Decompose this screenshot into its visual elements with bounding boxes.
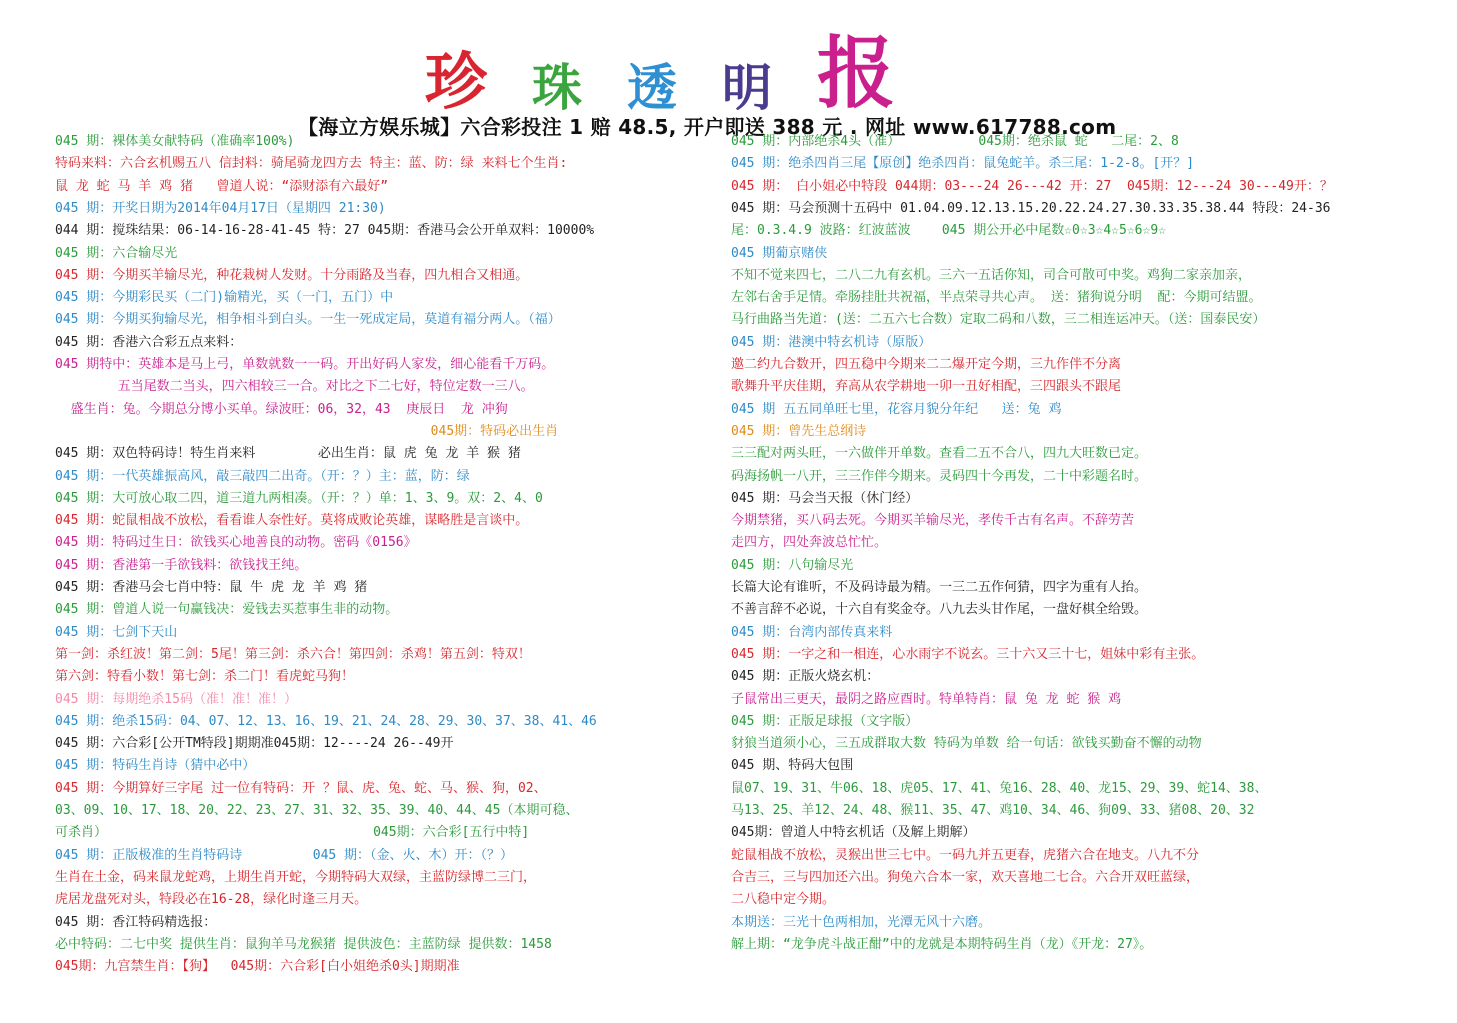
text-line: 045 期：台湾内部传真来料 [731, 624, 893, 640]
title-char: 报 [816, 28, 895, 119]
text-line: 045 期：七剑下天山 [55, 624, 178, 640]
text-line: 03、09、10、17、18、20、22、23、27、31、32、35、39、40、44、45（本期可稳、 [55, 803, 579, 818]
text-line: 鼠 龙 蛇 马 羊 鸡 猪 曾道人说：“添财添有六最好” [55, 178, 389, 194]
text-line: 特码来料：六合玄机赐五八 信封料：骑尾骑龙四方去 特主：蓝、防：绿 来料七个生肖: [55, 156, 568, 172]
text-line: 蛇鼠相战不放松，灵猴出世三七中。一码九并五更春，虎猪六合在地支。八九不分 [731, 847, 1200, 863]
text-line: 045 期：一字之和一相连，心水雨字不说玄。三十六又三十七，姐妹中彩有主张。 [731, 646, 1205, 662]
text-line: 045 期： 白小姐必中特段 044期：03---24 26---42 开：27 045期：12---24 30---49开：？ [731, 178, 1333, 194]
text-line: 045 期：正版火烧玄机： [731, 669, 880, 685]
title-char: 珍 [425, 45, 488, 118]
text-line: 044 期：搅珠结果：06-14-16-28-41-45 特：27 045期：香港马会公开单双料：10000% [55, 223, 595, 239]
text-line: 045 期：今期彩民买（二门)输精光，买（一门，五门）中 [55, 290, 394, 306]
text-line: 马13、25、羊12、24、48、猴11、35、47、鸡10、34、46、狗09、33、猪08、20、32 [731, 803, 1255, 818]
title-char: 明 [721, 58, 772, 117]
text-line: 045 期：八句输尽光 [731, 557, 854, 573]
text-line: 045 期：正版极准的生肖特码诗 045 期：（金、火、木）开：（？） [55, 847, 514, 863]
text-line: 生肖在土金，码来鼠龙蛇鸡，上期生肖开蛇，今期特码大双绿，主蓝防绿博二三门， [55, 869, 537, 885]
text-line: 045期：九宫禁生肖：【狗】 045期：六合彩[白小姐绝杀0头]期期准 [55, 959, 460, 975]
text-line: 不知不觉来四七，二八二九有玄机。三六一五话你知，司合可散可中奖。鸡狗二家亲加亲， [731, 267, 1252, 283]
title-char: 珠 [532, 58, 582, 117]
text-line: 045 期：六合输尽光 [55, 245, 178, 261]
text-line: 045 期特中：英雄本是马上弓，单数就数一一码。开出好码人家发，细心能看千万码。 [55, 357, 555, 372]
text-line: 045期：特码必出生肖 [55, 423, 559, 439]
text-line: 045 期、特码大包围 [731, 758, 854, 774]
text-line: 尾：0.3.4.9 波路：红波蓝波 045 期公开必中尾数☆0☆3☆4☆5☆6☆9☆ [731, 223, 1166, 239]
text-line: 045 期：双色特码诗！特生肖来料 必出生肖：鼠 虎 兔 龙 羊 猴 猪 [55, 446, 521, 462]
text-line: 045 期：大可放心取二四，道三道九两相凑。（开：？）单：1、3、9。双：2、4、0 [55, 490, 543, 506]
text-line: 子鼠常出三更天，最阴之路应酉时。特单特肖：鼠 兔 龙 蛇 猴 鸡 [731, 691, 1122, 707]
text-line: 045 期：香港六合彩五点来料： [55, 334, 243, 350]
text-line: 045 期：香江特码精选报： [55, 914, 217, 930]
text-line: 鼠07、19、31、牛06、18、虎05、17、41、兔16、28、40、龙15、29、39、蛇14、38、 [731, 780, 1268, 796]
text-line: 045期：曾道人中特玄机话（及解上期解） [731, 825, 976, 841]
text-line: 走四方，四处奔波总忙忙。 [731, 535, 888, 551]
text-line: 045 期：曾道人说一句赢钱决：爱钱去买惹事生非的动物。 [55, 602, 399, 618]
text-line: 歌舞升平庆佳期，弃高从农学耕地一卯一丑好相配，三四跟头不跟尾 [731, 379, 1122, 395]
page-title [425, 28, 895, 119]
text-line: 今期禁猪，买八码去死。今期买羊输尽光，孝传千古有名声。不辞劳苦 [731, 513, 1135, 529]
text-line: 045 期葡京赌侠 [731, 245, 828, 261]
text-line: 045 期：裸体美女献特码（准确率100%) [55, 134, 295, 149]
text-line: 045 期：一代英雄振高风，敲三敲四二出奇。（开：？）主：蓝，防：绿 [55, 468, 470, 484]
text-line: 第一剑：杀红波！第二剑：5尾！第三剑：杀六合！第四剑：杀鸡！第五剑：特双！ [55, 646, 531, 662]
text-line: 045 期：绝杀四肖三尾【原创】绝杀四肖：鼠兔蛇羊。杀三尾：1-2-8。[开？] [731, 156, 1195, 172]
text-line: 045 期：马会预测十五码中 01.04.09.12.13.15.20.22.24.27.30.33.35.38.44 特段：24-36 [731, 200, 1331, 216]
ad-banner: 【海立方娱乐城】六合彩投注 1 赔 48.5, 开户即送 388 元 . 网址 www.617788.com [298, 115, 1117, 139]
text-line: 045 期：绝杀15码：04、07、12、13、16、19、21、24、28、29、30、37、38、41、46 [55, 713, 597, 729]
text-line: 第六剑：特看小数！第七剑：杀二门！看虎蛇马狗！ [55, 669, 355, 685]
text-line: 045 期：曾先生总纲诗 [731, 423, 867, 439]
text-line: 邀二约九合数开，四五稳中今期来二二爆开定今期，三九作伴不分离 [731, 357, 1122, 372]
text-line: 必中特码：二七中奖 提供生肖：鼠狗羊马龙猴猪 提供波色：主蓝防绿 提供数：1458 [55, 936, 552, 952]
text-line: 码海扬帆一八开，三三作伴今期来。灵码四十今再发，二十中彩题名时。 [731, 468, 1148, 484]
text-line: 虎居龙盘死对头，特段必在16-28，绿化时逢三月天。 [55, 892, 368, 908]
text-line: 不善言辞不必说，十六自有奖金夺。八九去头甘作尾，一盘好棋全给毁。 [731, 602, 1148, 618]
text-line: 045 期：每期绝杀15码（准！准！准！） [55, 691, 297, 707]
text-line: 045 期：内部绝杀4头（准） 045期：绝杀鼠 蛇 二尾：2、8 [731, 134, 1179, 149]
text-line: 可杀肖） 045期：六合彩[五行中特] [55, 825, 530, 841]
text-line: 045 期：港澳中特玄机诗（原版） [731, 334, 932, 350]
text-line: 045 期：开奖日期为2014年04月17日（星期四 21:30) [55, 200, 386, 216]
text-line: 045 期：特码生肖诗（猜中必中） [55, 758, 256, 774]
text-line: 045 期：特码过生日：欲钱买心地善良的动物。密码《0156》 [55, 535, 417, 551]
text-line: 045 期：香港第一手欲钱料：欲钱找王纯。 [55, 557, 308, 573]
text-line: 三三配对两头旺，一六做伴开单数。查看二五不合八，四九大旺数已定。 [731, 446, 1148, 462]
text-line: 五当尾数二当头，四六相较三一合。对比之下二七好，特位定数一三八。 [55, 379, 534, 395]
text-line: 长篇大论有谁听，不及码诗最为精。一三二五作何猜，四字为重有人抬。 [731, 580, 1148, 595]
text-line: 045 期 五五同单旺七里，花容月貌分年纪 送：兔 鸡 [731, 401, 1062, 417]
text-line: 045 期：六合彩[公开TM特段]期期准045期：12----24 26--49开 [55, 736, 454, 752]
text-line: 二八稳中定今期。 [731, 892, 836, 908]
text-line: 045 期：今期买羊输尽光，种花栽树人发财。十分雨路及当春，四九相合又相通。 [55, 267, 529, 283]
text-line: 045 期：蛇鼠相战不放松，看看谁人奈性好。莫将成败论英雄，谋略胜是言谈中。 [55, 513, 529, 529]
title-char: 透 [626, 58, 677, 117]
text-line: 合吉三，三与四加还六出。狗兔六合本一家，欢天喜地二七合。六合开双旺蓝绿， [731, 869, 1200, 885]
text-line: 045 期：香港马会七肖中特：鼠 牛 虎 龙 羊 鸡 猪 [55, 580, 368, 595]
text-line: 解上期：“龙争虎斗战正酣”中的龙就是本期特码生肖（龙）《开龙：27》。 [731, 936, 1153, 952]
text-line: 本期送：三光十色两相加，光潭无风十六磨。 [731, 914, 992, 930]
text-line: 左邻右舍手足情。牵肠挂肚共祝福，半点荣寻共心声。 送：猪狗说分明 配：今期可结盟。 [731, 290, 1262, 306]
text-line: 045 期：正版足球报（文字版） [731, 713, 919, 729]
text-line: 045 期：今期算好三字尾 过一位有特码：开 ？鼠、虎、兔、蛇、马、猴、狗，02、 [55, 780, 547, 796]
text-line: 045 期：今期买狗输尽光，相争相斗到白头。一生一死成定局，莫道有福分两人。（福） [55, 312, 561, 328]
text-line: 豺狼当道须小心，三五成群取大数 特码为单数 给一句话：欲钱买勤奋不懈的动物 [731, 736, 1202, 752]
text-line: 盛生肖：兔。今期总分博小买单。绿波旺：06，32，43 庚辰日 龙 冲狗 [55, 401, 508, 417]
text-line: 045 期：马会当天报（休门经） [731, 490, 919, 506]
text-line: 马行曲路当先道：(送：二五六七合数）定取二码和八数，三二相连运冲天。（送：国泰民安） [731, 312, 1266, 328]
